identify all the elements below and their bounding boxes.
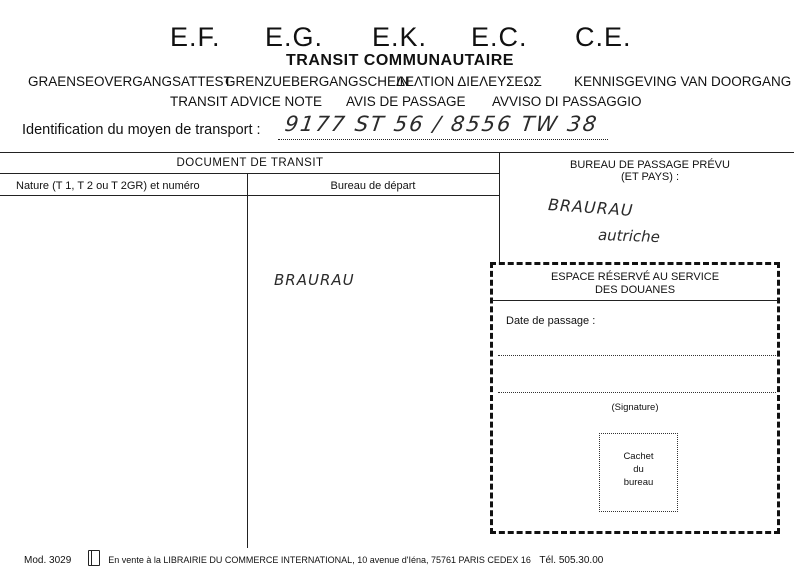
code-ce: C.E. [575,22,632,52]
customs-heading-1: ESPACE RÉSERVÉ AU SERVICE [550,271,720,283]
form-model-number: Mod. 3029 [24,555,72,566]
lang-french: AVIS DE PASSAGE [346,94,466,109]
stamp-line-1: Cachet [623,451,654,462]
document-title: TRANSIT COMMUNAUTAIRE [286,52,514,69]
code-eg: E.G. [265,22,324,52]
columns-heading-rule [0,195,500,196]
footer [24,550,603,566]
bureau-depart-value[interactable]: BRAURAU [274,271,355,289]
header-codes [150,22,670,52]
code-ec: E.C. [471,22,528,52]
identification-label: Identification du moyen de transport : [22,122,261,138]
code-ef: E.F. [170,22,221,52]
bureau-passage-heading-2: (ET PAYS) : [620,171,680,183]
lang-italian: AVVISO DI PASSAGGIO [492,94,642,109]
date-passage-label: Date de passage : [506,315,596,327]
doc-heading-rule [0,173,500,174]
bureau-depart-column-header: Bureau de départ [330,180,416,192]
customs-heading-2: DES DOUANES [594,284,676,296]
date-line-1[interactable] [498,355,776,356]
publisher-phone: Tél. 505.30.00 [539,555,604,566]
column-divider [247,173,248,548]
lang-english: TRANSIT ADVICE NOTE [170,94,323,109]
table-top-rule [0,152,794,153]
identification-value[interactable]: 9177 ST 56 / 8556 TW 38 [283,112,600,136]
customs-heading-rule [492,300,778,301]
code-ek: E.K. [372,22,428,52]
signature-label: (Signature) [611,402,659,413]
document-transit-heading: DOCUMENT DE TRANSIT [176,157,324,169]
lang-german: GRENZUEBERGANGSCHEIN [225,74,410,89]
stamp-line-3: bureau [623,477,654,488]
identification-dotted-line [278,139,608,140]
bureau-passage-country[interactable]: autriche [597,225,661,247]
book-icon [88,550,100,566]
stamp-line-2: du [633,464,644,475]
lang-danish: GRAENSEOVERGANGSATTEST [28,74,232,89]
date-line-2[interactable] [498,392,776,393]
lang-greek: ΔΕΛΤΙΟΝ ΔΙΕΛΕΥΣΕΩΣ [396,74,542,89]
nature-column-header: Nature (T 1, T 2 ou T 2GR) et numéro [16,180,200,192]
office-stamp-box [599,433,678,512]
lang-dutch: KENNISGEVING VAN DOORGANG [574,74,792,89]
bureau-passage-heading-1: BUREAU DE PASSAGE PRÉVU [570,159,730,171]
bureau-passage-value[interactable]: BRAURAU [547,195,635,220]
publisher-text: En vente à la LIBRAIRIE DU COMMERCE INTERNATIONAL, 10 avenue d'Iéna, 75761 PARIS CEDEX 16 [108,555,531,565]
